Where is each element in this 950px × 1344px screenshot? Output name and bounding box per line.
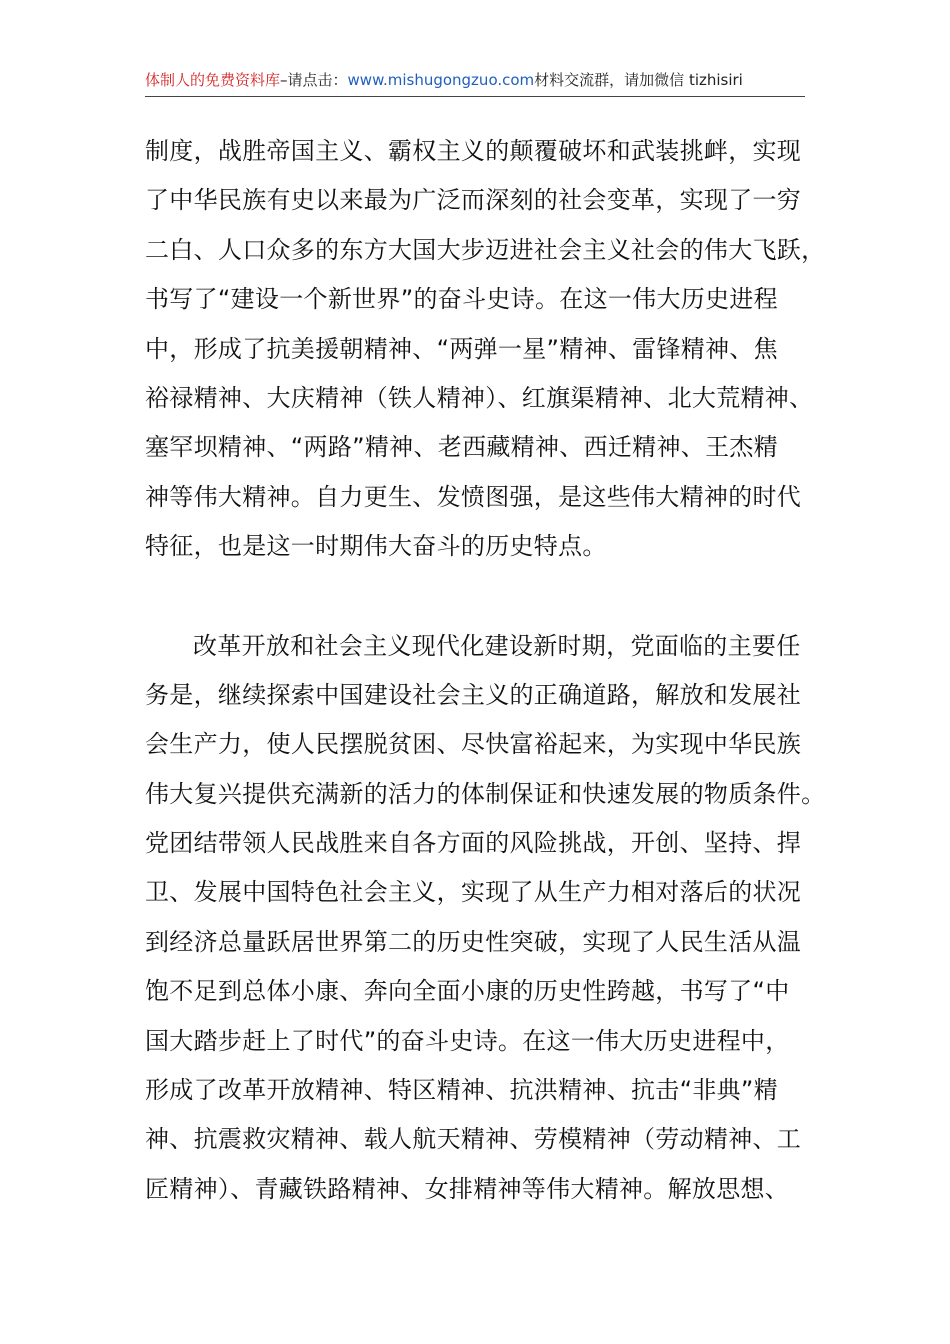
document-body <box>145 127 826 1214</box>
text-line: 改革开放和社会主义现代化建设新时期，党面临的主要任 <box>193 631 801 660</box>
text-line: 国大踏步赶上了时代”的奋斗史诗。在这一伟大历史进程中， <box>145 1026 790 1055</box>
text-line: 神等伟大精神。自力更生、发愤图强，是这些伟大精神的时代 <box>145 482 802 511</box>
text-line: 中，形成了抗美援朝精神、“两弹一星”精神、雷锋精神、焦 <box>145 334 778 363</box>
header-site-link[interactable]: www.mishugongzuo.com <box>347 71 535 89</box>
paragraph-1 <box>145 127 826 572</box>
text-line: 匠精神）、青藏铁路精神、女排精神等伟大精神。解放思想、 <box>145 1174 790 1203</box>
text-line: 书写了“建设一个新世界”的奋斗史诗。在这一伟大历史进程 <box>145 285 778 314</box>
text-line: 制度，战胜帝国主义、霸权主义的颠覆破坏和武装挑衅，实现 <box>145 137 802 165</box>
text-line: 了中华民族有史以来最为广泛而深刻的社会变革，实现了一穷 <box>145 186 802 215</box>
paragraph-2 <box>145 622 826 1215</box>
text-line: 务是，继续探索中国建设社会主义的正确道路，解放和发展社 <box>145 680 802 709</box>
text-line: 形成了改革开放精神、特区精神、抗洪精神、抗击“非典”精 <box>145 1076 778 1105</box>
text-line: 党团结带领人民战胜来自各方面的风险挑战，开创、坚持、捍 <box>145 829 802 858</box>
header-prompt: –请点击： <box>280 71 348 89</box>
text-line: 特征，也是这一时期伟大奋斗的历史特点。 <box>145 532 607 561</box>
paragraph-gap <box>145 572 810 622</box>
text-line: 伟大复兴提供充满新的活力的体制保证和快速发展的物质条件。 <box>145 779 826 808</box>
page-header <box>145 66 805 97</box>
text-line: 会生产力，使人民摆脱贫困、尽快富裕起来，为实现中华民族 <box>145 730 802 759</box>
text-line: 二白、人口众多的东方大国大步迈进社会主义社会的伟大飞跃， <box>145 235 826 264</box>
text-line: 裕禄精神、大庆精神（铁人精神）、红旗渠精神、北大荒精神、 <box>145 383 814 412</box>
text-line: 神、抗震救灾精神、载人航天精神、劳模精神（劳动精神、工 <box>145 1125 802 1154</box>
text-line: 到经济总量跃居世界第二的历史性突破，实现了人民生活从温 <box>145 927 802 956</box>
text-line: 饱不足到总体小康、奔向全面小康的历史性跨越，书写了“中 <box>145 977 790 1006</box>
header-brand: 体制人的免费资料库 <box>145 71 281 89</box>
text-line: 塞罕坝精神、“两路”精神、老西藏精神、西迁精神、王杰精 <box>145 433 778 462</box>
header-contact: 材料交流群，请加微信 tizhisiri <box>534 71 743 89</box>
text-line: 卫、发展中国特色社会主义，实现了从生产力相对落后的状况 <box>145 878 802 907</box>
